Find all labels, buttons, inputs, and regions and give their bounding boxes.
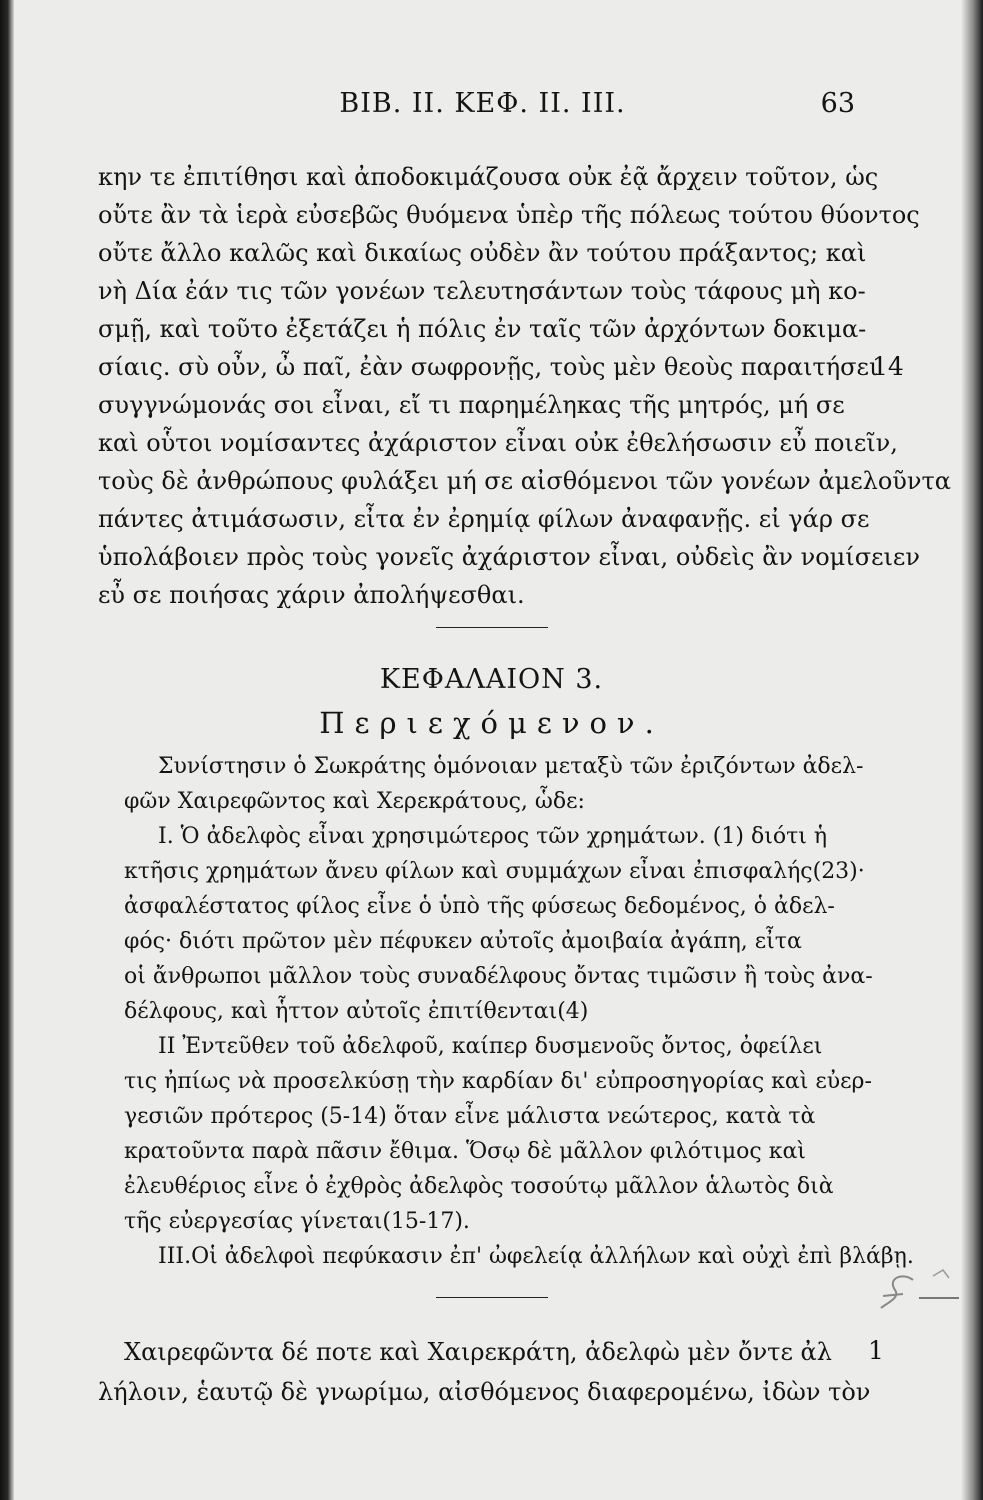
summary-line: τις ἠπίως νὰ προσελκύσῃ τὴν καρδίαν δι' εὐπροσηγορίας καὶ εὐερ- — [124, 1069, 872, 1094]
text-line: οὔτε ἂν τὰ ἱερὰ εὐσεβῶς θυόμενα ὑπὲρ τῆς πόλεως τούτου θύοντος — [98, 201, 920, 229]
chapter-heading: ΚΕΦΑΛΑΙΟΝ 3. — [379, 664, 604, 695]
section-divider — [436, 1297, 548, 1298]
summary-line: φῶν Χαιρεφῶντος καὶ Χερεκράτους, ὧδε: — [124, 789, 585, 814]
summary-line: κτῆσις χρημάτων ἄνευ φίλων καὶ συμμάχων εἶναι ἐπισφαλής(23)· — [124, 859, 865, 884]
summary-line: ἐλευθέριος εἶνε ὁ ἐχθρὸς ἀδελφὸς τοσούτῳ μᾶλλον ἁλωτὸς διὰ — [124, 1174, 834, 1199]
page-right-edge — [961, 0, 983, 1500]
section-divider — [436, 627, 548, 628]
text-line: σμῇ, καὶ τοῦτο ἐξετάζει ἡ πόλις ἐν ταῖς τῶν ἀρχόντων δοκιμα- — [98, 315, 867, 343]
summary-line: δέλφους, καὶ ἧττον αὐτοῖς ἐπιτίθενται(4) — [124, 999, 589, 1024]
summary-line: φός· διότι πρῶτον μὲν πέφυκεν αὐτοῖς ἀμοιβαία ἀγάπη, εἶτα — [124, 929, 802, 954]
summary-line: γεσιῶν πρότερος (5-14) ὅταν εἶνε μάλιστα νεώτερος, κατὰ τὰ — [124, 1104, 816, 1129]
text-line: οὔτε ἄλλο καλῶς καὶ δικαίως οὐδὲν ἂν τούτου πράξαντος; καὶ — [98, 239, 867, 267]
text-line: σίαις. σὺ οὖν, ὦ παῖ, ἐὰν σωφρονῇς, τοὺς μὲν θεοὺς παραιτήσει — [98, 353, 879, 381]
text-line: συγγνώμονάς σοι εἶναι, εἴ τι παρημέληκας τῆς μητρός, μή σε — [98, 391, 845, 419]
margin-section-number: 14 — [872, 352, 904, 381]
summary-line: ἀσφαλέστατος φίλος εἶνε ὁ ὑπὸ τῆς φύσεως δεδομένος, ὁ ἀδελ- — [124, 894, 835, 919]
text-line: κην τε ἐπιτίθησι καὶ ἀποδοκιμάζουσα οὐκ ἐᾷ ἄρχειν τοῦτον, ὡς — [98, 163, 879, 191]
text-line: λήλοιν, ἑαυτῷ δὲ γνωρίμω, αἰσθόμενος διαφερομένω, ἰδὼν τὸν — [98, 1378, 871, 1406]
summary-line: Συνίστησιν ὁ Σωκράτης ὁμόνοιαν μεταξὺ τῶν ἐριζόντων ἀδελ- — [158, 754, 864, 779]
text-line: νὴ Δία ἐάν τις τῶν γονέων τελευτησάντων τοὺς τάφους μὴ κο- — [98, 277, 866, 305]
summary-line: οἱ ἄνθρωποι μᾶλλον τοὺς συναδέλφους ὄντας τιμῶσιν ἢ τοὺς ἀνα- — [124, 964, 873, 989]
chapter-subheading: Περιεχόμενον. — [319, 706, 664, 740]
text-line: εὖ σε ποιήσας χάριν ἀπολήψεσθαι. — [98, 581, 525, 609]
text-line: ὑπολάβοιεν πρὸς τοὺς γονεῖς ἀχάριστον εἶναι, οὐδεὶς ἂν νομίσειεν — [98, 543, 920, 571]
summary-line: Ι. Ὁ ἀδελφὸς εἶναι χρησιμώτερος τῶν χρημάτων. (1) διότι ἡ — [158, 824, 828, 849]
page-number: 63 — [820, 88, 855, 119]
summary-line: ΙΙ Ἐντεῦθεν τοῦ ἀδελφοῦ, καίπερ δυσμενοῦς ὄντος, ὀφείλει — [158, 1034, 823, 1059]
text-line: καὶ οὗτοι νομίσαντες ἀχάριστον εἶναι οὐκ ἐθελήσωσιν εὖ ποιεῖν, — [98, 429, 898, 457]
summary-line: ΙΙΙ.Οἱ ἀδελφοὶ πεφύκασιν ἐπ' ὠφελείᾳ ἀλλήλων καὶ οὐχὶ ἐπὶ βλάβῃ. — [158, 1244, 914, 1269]
margin-section-number: 1 — [868, 1336, 884, 1365]
summary-line: κρατοῦντα παρὰ πᾶσιν ἔθιμα. Ὅσῳ δὲ μᾶλλον φιλότιμος καὶ — [124, 1139, 806, 1164]
page-left-edge — [0, 0, 14, 1500]
running-head: ΒΙΒ. ΙΙ. ΚΕΦ. ΙΙ. ΙΙΙ. — [339, 88, 626, 119]
page-header — [110, 88, 855, 124]
text-line: πάντες ἀτιμάσωσιν, εἶτα ἐν ἐρημίᾳ φίλων ἀναφανῇς. εἰ γάρ σε — [98, 505, 870, 533]
summary-line: τῆς εὐεργεσίας γίνεται(15-17). — [124, 1209, 470, 1234]
pencil-mark-icon — [873, 1268, 963, 1338]
text-line: τοὺς δὲ ἀνθρώπους φυλάξει μή σε αἰσθόμενοι τῶν γονέων ἀμελοῦντα — [98, 467, 951, 495]
text-line: Χαιρεφῶντα δέ ποτε καὶ Χαιρεκράτη, ἀδελφὼ μὲν ὄντε ἀλ — [124, 1338, 832, 1366]
